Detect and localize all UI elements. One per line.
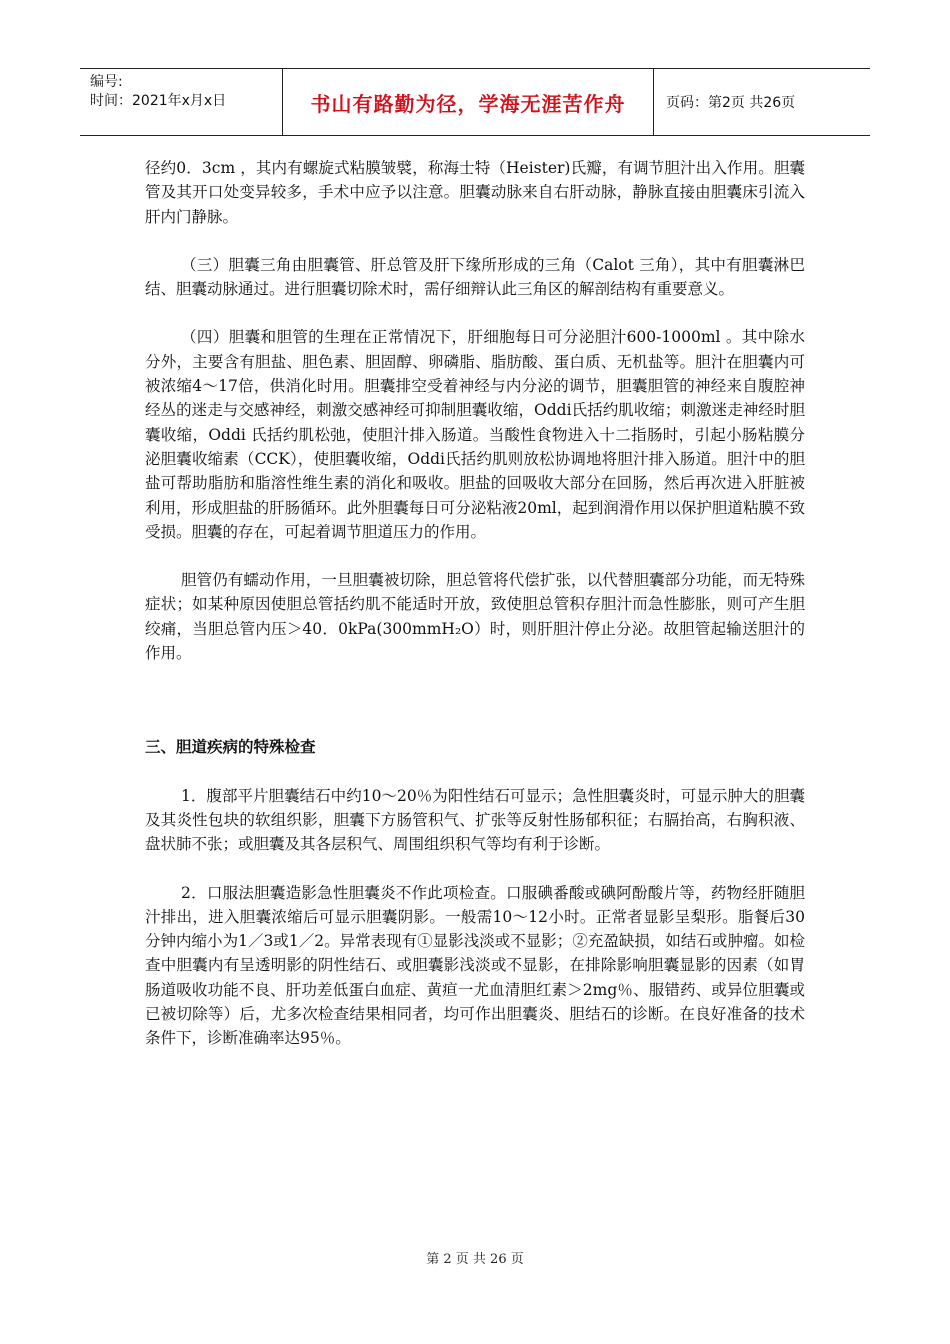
section-heading: 三、胆道疾病的特殊检查 [145, 738, 316, 757]
paragraph: 2．口服法胆囊造影急性胆囊炎不作此项检查。口服碘番酸或碘阿酚酸片等，药物经肝随胆汁排出，进入胆囊浓缩后可显示胆囊阴影。一般需10～12小时。正常者显影呈梨形。脂餐后30分钟内缩小为1／3或1／2。异常表现有①显影浅淡或不显影；②充盈缺损，如结石或肿瘤。如检查中胆囊内有呈透明影的阴性结石、或胆囊影浅淡或不显影，在排除影响胆囊显影的因素（如胃肠道吸收功能不良、肝功差低蛋白血症、黄疸一尤血清胆红素＞2mg％、服错药、或异位胆囊或已被切除等）后，尤多次检查结果相同者，均可作出胆囊炎、胆结石的诊断。在良好准备的技术条件下，诊断准确率达95％。 [145, 883, 805, 1048]
header-page-info: 页码：第2页 共26页 [666, 95, 796, 111]
page-header [80, 68, 870, 136]
paragraph: 胆管仍有蠕动作用，一旦胆囊被切除，胆总管将代偿扩张，以代替胆囊部分功能，而无特殊症状；如某种原因使胆总管括约肌不能适时开放，致使胆总管积存胆汁而急性膨胀，则可产生胆绞痛，当胆总管内压＞40．0kPa(300mmH₂O）时，则肝胆汁停止分泌。故胆管起输送胆汁的作用。 [145, 571, 805, 663]
serial-label: 编号: [90, 74, 123, 90]
document-body [145, 156, 805, 1051]
paragraph: 1．腹部平片胆囊结石中约10～20％为阳性结石可显示；急性胆囊炎时，可显示肿大的胆囊及其炎性包块的软组织影，胆囊下方肠管积气、扩张等反射性肠郁积征；右膈抬高，右胸积液、盘状肺不张；或胆囊及其各层积气、周围组织积气等均有利于诊断。 [145, 786, 805, 854]
page-footer: 第 2 页 共 26 页 [426, 1252, 524, 1267]
paragraph: （四）胆囊和胆管的生理在正常情况下，肝细胞每日可分泌胆汁600-1000ml 。其中除水分外，主要含有胆盐、胆色素、胆固醇、卵磷脂、脂肪酸、蛋白质、无机盐等。胆汁在胆囊内可被浓缩4～17倍，供消化时用。胆囊排空受着神经与内分泌的调节，胆囊胆管的神经来自腹腔神经丛的迷走与交感神经，刺激交感神经可抑制胆囊收缩，Oddi氏括约肌收缩；刺激迷走神经时胆囊收缩，Oddi 氏括约肌松弛，使胆汁排入肠道。当酸性食物进入十二指肠时，引起小肠粘膜分泌胆囊收缩素（CCK），使胆囊收缩，Oddi氏括约肌则放松协调地将胆汁排入肠道。胆汁中的胆盐可帮助脂肪和脂溶性维生素的消化和吸收。胆盐的回吸收大部分在回肠，然后再次进入肝脏被利用，形成胆盐的肝肠循环。此外胆囊每日可分泌粘液20ml，起到润滑作用以保护胆道粘膜不致受损。胆囊的存在，可起着调节胆道压力的作用。 [145, 328, 805, 541]
paragraph: 径约0．3cm ，其内有螺旋式粘膜皱襞，称海士特（Heister)氏瓣，有调节胆汁出入作用。胆囊管及其开口处变异较多，手术中应予以注意。胆囊动脉来自右肝动脉，静脉直接由胆囊床引流入肝内门静脉。 [145, 159, 805, 226]
time-label: 时间：2021年x月x日 [90, 93, 227, 109]
header-meta [80, 69, 282, 135]
paragraph: （三）胆囊三角由胆囊管、肝总管及肝下缘所形成的三角（Calot 三角），其中有胆囊淋巴结、胆囊动脉通过。进行胆囊切除术时，需仔细辩认此三角区的解剖结构有重要意义。 [145, 255, 805, 299]
header-motto: 书山有路勤为径，学海无涯苦作舟 [282, 69, 654, 135]
